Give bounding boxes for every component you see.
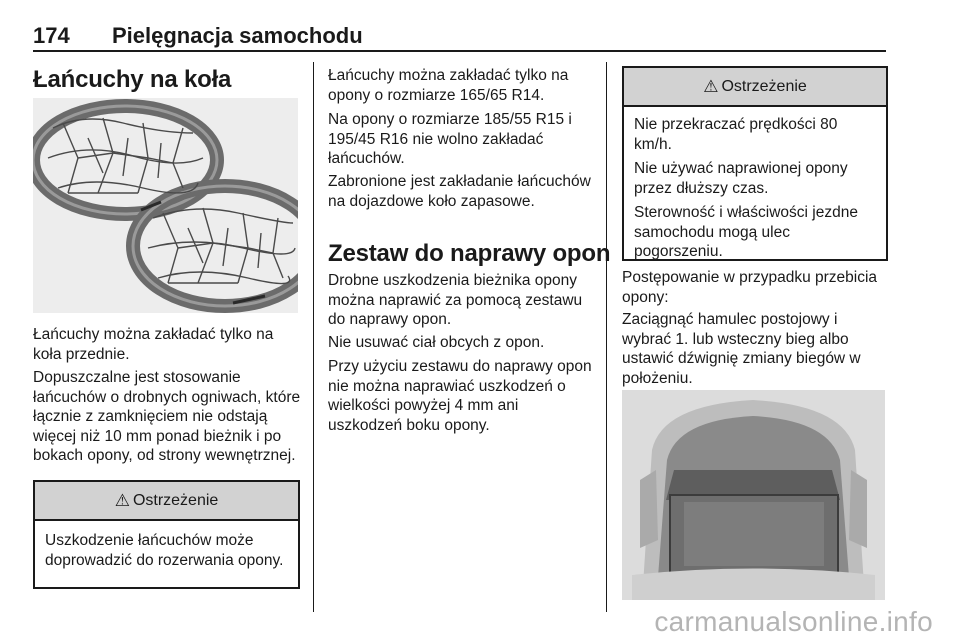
warning-box-chains — [33, 480, 300, 589]
warning-triangle-icon: ⚠ — [703, 76, 719, 96]
warning-box-repair — [622, 66, 888, 261]
header-divider — [33, 50, 886, 52]
warning-duration-text: Nie używać naprawionej opony przez dłuższy czas. — [634, 160, 848, 197]
repair-kit-foreign-objects-text: Nie usuwać ciał obcych z opon. — [328, 334, 545, 351]
chains-front-wheels-text: Łańcuchy można zakładać tylko na koła przednie. — [33, 326, 274, 363]
chains-allowed-type-text: Dopuszczalne jest stosowanie łańcuchów o drobnych ogniwach, które łącznie z zamknięciem nie odstają więcej niż 10 mm ponad bieżnik i po bokach opony, od strony wewnętrznej. — [33, 369, 301, 464]
car-trunk-illustration — [622, 390, 885, 600]
snow-chains-illustration — [33, 98, 298, 313]
warning-title: Ostrzeżenie — [132, 491, 219, 509]
warning-text: Uszkodzenie łańcuchów może doprowadzić do rozerwania opony. — [45, 532, 284, 569]
column-divider-left — [313, 62, 314, 612]
warning-triangle-icon: ⚠ — [114, 490, 130, 510]
warning-title: Ostrzeżenie — [721, 77, 807, 95]
warning-handling-text: Sterowność i właściwości jezdne samochodu mogą ulec pogorszeniu. — [634, 204, 858, 260]
section-title-snow-chains: Łańcuchy na koła — [33, 66, 232, 93]
parking-brake-text: Zaciągnąć hamulec postojowy i wybrać 1. lub wsteczny bieg albo ustawić dźwignię zmiany biegów w położeniu. — [622, 311, 861, 387]
page-number: 174 — [33, 23, 70, 48]
chains-tire-size-text: Łańcuchy można zakładać tylko na opony o rozmiarze 165/65 R14. — [328, 67, 569, 104]
watermark: carmanualsonline.info — [654, 606, 933, 637]
warning-header — [35, 482, 298, 521]
chains-spare-wheel-text: Zabronione jest zakładanie łańcuchów na dojazdowe koło zapasowe. — [328, 173, 591, 210]
chains-forbidden-sizes-text: Na opony o rozmiarze 185/55 R15 i 195/45 R16 nie wolno zakładać łańcuchów. — [328, 111, 572, 167]
page-header-title: Pielęgnacja samochodu — [112, 23, 363, 48]
column-divider-right — [606, 62, 607, 612]
repair-kit-limits-text: Przy użyciu zestawu do naprawy opon nie można naprawiać uszkodzeń o wielkości powyżej 4 mm ani uszkodzeń boku opony. — [328, 358, 592, 434]
repair-kit-intro-text: Drobne uszkodzenia bieżnika opony można naprawić za pomocą zestawu do naprawy opon. — [328, 272, 583, 328]
warning-speed-text: Nie przekraczać prędkości 80 km/h. — [634, 116, 838, 153]
warning-header — [624, 68, 886, 107]
puncture-procedure-text: Postępowanie w przypadku przebicia opony: — [622, 269, 878, 306]
section-title-repair-kit: Zestaw do naprawy opon — [328, 240, 611, 267]
